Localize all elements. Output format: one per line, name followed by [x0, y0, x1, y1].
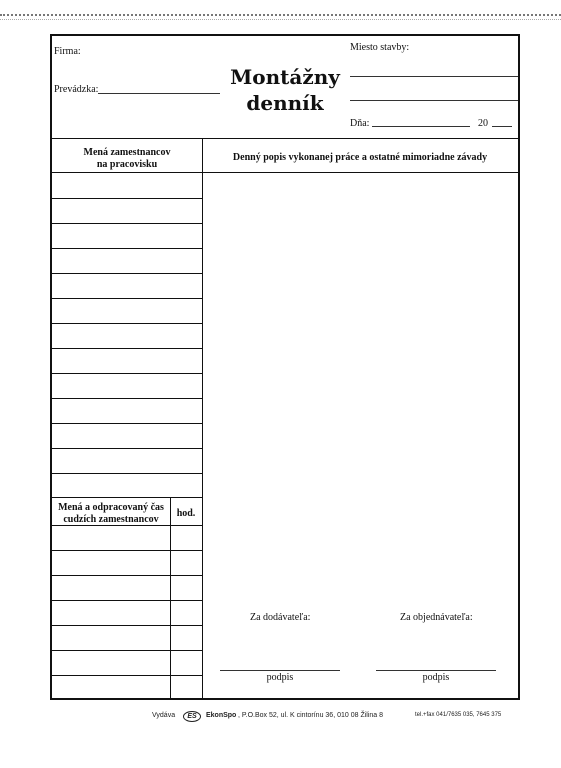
- customer-signature-line[interactable]: [376, 670, 496, 671]
- external-column-header: [52, 502, 170, 526]
- employee-row-line: [52, 198, 202, 199]
- prevadzka-field[interactable]: [98, 93, 220, 94]
- employee-row-line: [52, 298, 202, 299]
- employee-row-line: [52, 248, 202, 249]
- employee-row-line: [52, 223, 202, 224]
- supplier-signature-caption: podpis: [266, 672, 294, 683]
- external-row-line: [52, 625, 202, 626]
- employee-row-line: [52, 348, 202, 349]
- external-row-line: [52, 600, 202, 601]
- publisher-logo: ES: [183, 711, 201, 722]
- employee-row-line: [52, 423, 202, 424]
- publisher-address: , P.O.Box 52, ul. K cintorínu 36, 010 08 Žilina 8: [238, 712, 384, 719]
- perforation-line: [0, 19, 561, 20]
- firma-label: Firma:: [54, 46, 81, 57]
- external-row-line: [52, 650, 202, 651]
- customer-signature-caption: podpis: [422, 672, 450, 683]
- publisher-name: EkonSpo: [206, 712, 237, 719]
- date-field[interactable]: [372, 126, 470, 127]
- dna-label: Dňa:: [350, 118, 370, 129]
- title-line1: Montážny: [230, 65, 340, 89]
- employee-row-line: [52, 448, 202, 449]
- employee-row-line: [52, 473, 202, 474]
- supplier-label: Za dodávateľa:: [250, 612, 311, 623]
- title-line2: denník: [246, 91, 324, 115]
- publisher-footer: [0, 711, 561, 725]
- external-row-line: [52, 675, 202, 676]
- header-divider: [52, 138, 518, 139]
- employee-row-line: [52, 273, 202, 274]
- column-header-divider: [52, 172, 518, 173]
- external-row-line: [52, 575, 202, 576]
- customer-label: Za objednávateľa:: [400, 612, 473, 623]
- perforation-line: [0, 14, 561, 16]
- form-sheet: [50, 34, 520, 700]
- external-header-line1: Mená a odpracovaný čas: [58, 502, 164, 513]
- description-column-header: Denný popis vykonanej práce a ostatné mimoriadne závady: [232, 152, 488, 163]
- external-row-line: [52, 550, 202, 551]
- year-field[interactable]: [492, 126, 512, 127]
- external-row-line: [52, 525, 202, 526]
- year-prefix: 20: [478, 118, 488, 129]
- employees-header-line1: Mená zamestnancov: [83, 147, 171, 158]
- supplier-signature-line[interactable]: [220, 670, 340, 671]
- publisher-label: Vydáva: [152, 712, 176, 719]
- employees-column-header: [52, 147, 202, 171]
- external-header-line2: cudzích zamestnancov: [63, 514, 159, 525]
- work-description-area[interactable]: [204, 174, 518, 594]
- miesto-stavby-label: Miesto stavby:: [350, 42, 410, 53]
- miesto-stavby-field-line1[interactable]: [350, 76, 518, 77]
- employee-row-line: [52, 373, 202, 374]
- publisher-contact: tel.+fax 041/7635 035, 7645 375: [415, 712, 502, 718]
- prevadzka-label: Prevádzka:: [54, 84, 99, 95]
- employee-row-line: [52, 323, 202, 324]
- employee-row-line: [52, 398, 202, 399]
- external-section-divider: [52, 497, 202, 498]
- miesto-stavby-field-line2[interactable]: [350, 100, 518, 101]
- page-title: [220, 64, 350, 116]
- hours-column-header: hod.: [176, 508, 196, 519]
- employees-header-line2: na pracovisku: [96, 159, 158, 170]
- hours-column-divider: [170, 497, 171, 700]
- column-divider: [202, 138, 203, 700]
